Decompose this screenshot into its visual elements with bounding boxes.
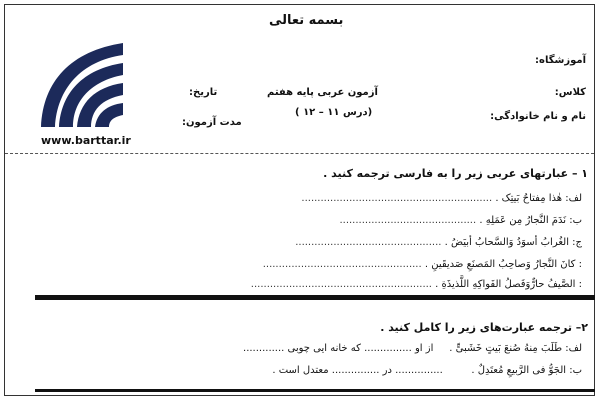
q1-item-5-text: : الصَّیفُ حارٌّوَفَصلُ الفَواکِهِ اللَّذیذَةِ .	[435, 279, 582, 290]
q1-item-4	[263, 259, 582, 270]
q2-item-2-completion[interactable]: ............... در ............... معتدل است .	[272, 365, 443, 376]
q1-item-1	[301, 193, 582, 204]
bottom-divider	[35, 389, 595, 392]
q1-item-3-blank[interactable]: ..............................................	[295, 237, 442, 248]
q2-item-1-text: لف: طَلَبَ مِنهُ صُنعَ بَیتٍ خَشَبیٍّ .	[449, 343, 582, 354]
q1-item-5	[251, 279, 582, 290]
q1-title: ۱ – عبارتهای عربی زیر را به فارسی ترجمه کنید .	[323, 167, 588, 180]
q1-item-3	[295, 237, 582, 248]
page-title: بسمه تعالی	[269, 13, 344, 28]
q2-item-1	[243, 343, 582, 354]
barttar-logo-icon	[37, 41, 123, 127]
q1-item-1-blank[interactable]: ............................................................	[301, 193, 493, 204]
q1-item-4-blank[interactable]: ..................................................	[262, 259, 422, 270]
q1-item-4-text: : کانَ النَّجارُ وَصاحِبُ المَصنَعِ صَدیقَینِ .	[424, 259, 582, 270]
q1-item-2	[339, 215, 582, 226]
q1-item-3-text: ج: الغُرابُ أسوَدُ وَالسَّحابُ أبیَضُ .	[444, 237, 582, 248]
name-label: نام و نام خانوادگی:	[490, 111, 586, 122]
duration-label: مدت آزمون:	[182, 117, 242, 128]
q2-item-1-completion[interactable]: از او ............... که خانه ایی چوبی .............	[243, 343, 434, 354]
q2-item-2	[272, 365, 582, 376]
exam-sheet	[4, 4, 595, 396]
q1-item-2-text: ب: نَدَمَ النَّجارُ مِن عَمَلِهِ .	[479, 215, 582, 226]
q1-item-5-blank[interactable]: .........................................................	[250, 279, 432, 290]
exam-header	[5, 5, 594, 155]
class-label: کلاس:	[554, 87, 586, 98]
q1-item-1-text: لف: هٰذا مِفتاحُ بَیتِک .	[495, 193, 582, 204]
header-divider	[5, 153, 594, 154]
lesson-range: (درس ۱۱ – ۱۲ )	[295, 107, 373, 118]
exam-title: آزمون عربی پایه هفتم	[267, 87, 378, 98]
school-label: آموزشگاه:	[535, 55, 586, 66]
q2-title: ۲– ترجمه عبارت‌های زیر را کامل کنید .	[380, 321, 588, 334]
q1-item-2-blank[interactable]: ...........................................	[339, 215, 477, 226]
q2-item-2-text: ب: الجَوُّ فی الرَّبیعِ مُعتَدِلٌ .	[471, 365, 582, 376]
website-url: www.barttar.ir	[41, 134, 131, 147]
date-label: تاریخ:	[189, 87, 218, 98]
section-divider	[35, 295, 595, 300]
